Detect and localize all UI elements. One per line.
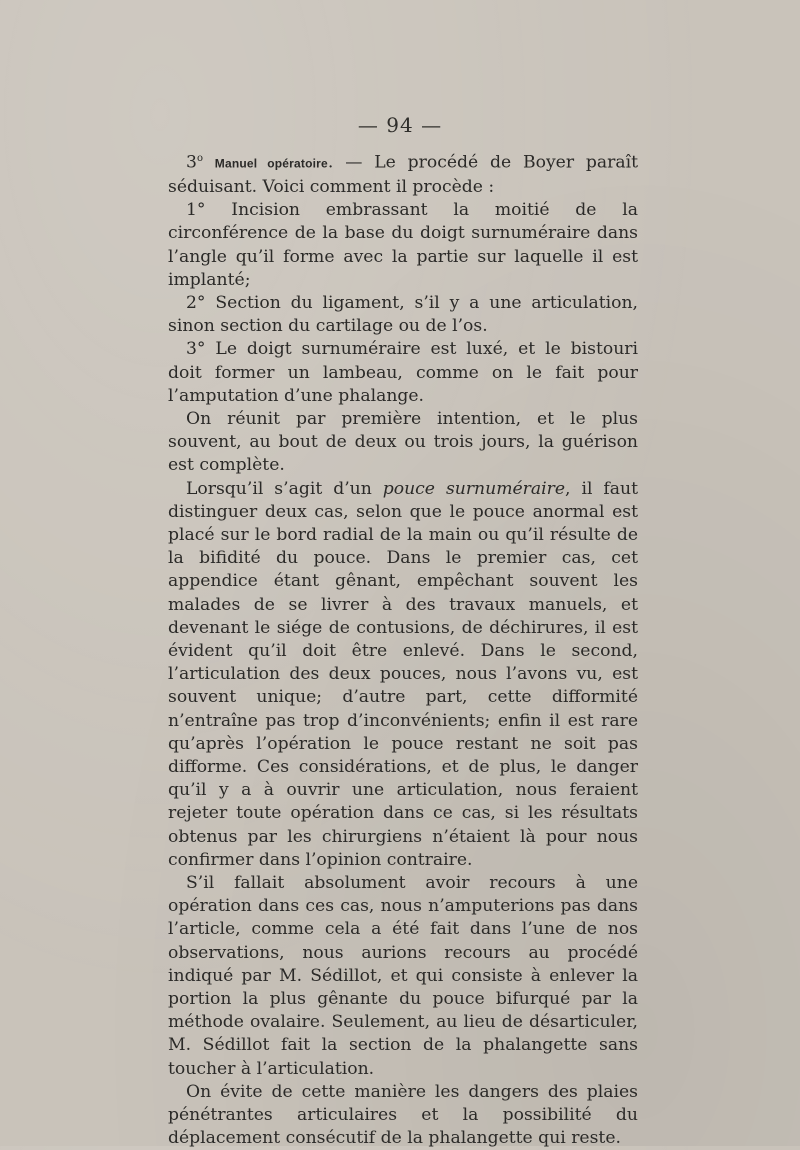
paragraph-step-1: 1° Incision embrassant la moitié de la circonférence de la base du doigt surnuméraire dans l’angle qu’il forme avec la partie sur laquelle il est implanté;: [168, 200, 638, 290]
paragraph-step-2: 2° Section du ligament, s’il y a une articulation, sinon section du cartilage ou de l’os.: [168, 292, 638, 337]
paragraph-pouce-surnumeraire: [168, 478, 638, 872]
italic-term: pouce surnuméraire: [382, 478, 566, 499]
paragraph-text: Lorsqu’il s’agit d’un: [186, 478, 383, 499]
ordinal-suffix: o: [196, 153, 203, 164]
page-number: — 94 —: [357, 113, 443, 137]
paragraph-text: . — Le procédé de Boyer paraît séduisant. Voici comment il procède :: [168, 152, 638, 197]
body-text: [168, 147, 638, 1150]
paragraph-step-3: 3° Le doigt surnuméraire est luxé, et le bistouri doit former un lambeau, comme on le fait pour l’amputation d’une phalange.: [168, 339, 638, 406]
paragraph-text: , il faut distinguer deux cas, selon que le pouce anormal est placé sur le bord radial de la main ou qu’il résulte de la bifidité du pouce. Dans le premier cas, cet appendice étant gênant, empêchant souvent les malades de se livrer à des travaux manuels, et devenant le siége de contusions, de déchirures, il est évident qu’il doit être enlevé. Dans le second, l’articulation des deux pouces, nous l’avons vu, est souvent unique; d’autre part, cette difformité n’entraîne pas trop d’inconvénients; enfin il est rare qu’après l’opération le pouce restant ne soit pas difforme. Ces considérations, et de plus, le danger qu’il y a à ouvrir une articulation, nous feraient rejeter toute opération dans ce cas, si les résultats obtenus par les chirurgiens n’étaient là pour nous confirmer dans l’opinion contraire.: [168, 478, 638, 870]
paragraph-sedillot: S’il fallait absolument avoir recours à une opération dans ces cas, nous n’amputerions pas dans l’article, comme cela a été fait dans l’une de nos observations, nous aurions recours au procédé indiqué par M. Sédillot, et qui consiste à enlever la portion la plus gênante du pouce bifurqué par la méthode ovalaire. Seulement, au lieu de désarticuler, M. Sédillot fait la section de la phalangette sans toucher à l’articulation.: [168, 873, 638, 1079]
paragraph-reunion: On réunit par première intention, et le plus souvent, au bout de deux ou trois jours, la guérison est complète.: [168, 408, 638, 476]
section-heading: Manuel opératoire: [214, 156, 328, 171]
paragraph-manuel-operatoire: [168, 147, 638, 199]
section-number: 3: [186, 152, 197, 173]
paragraph-conclusion: On évite de cette manière les dangers des plaies pénétrantes articulaires et la possibilité du déplacement consécutif de la phalangette qui reste.: [168, 1081, 638, 1149]
